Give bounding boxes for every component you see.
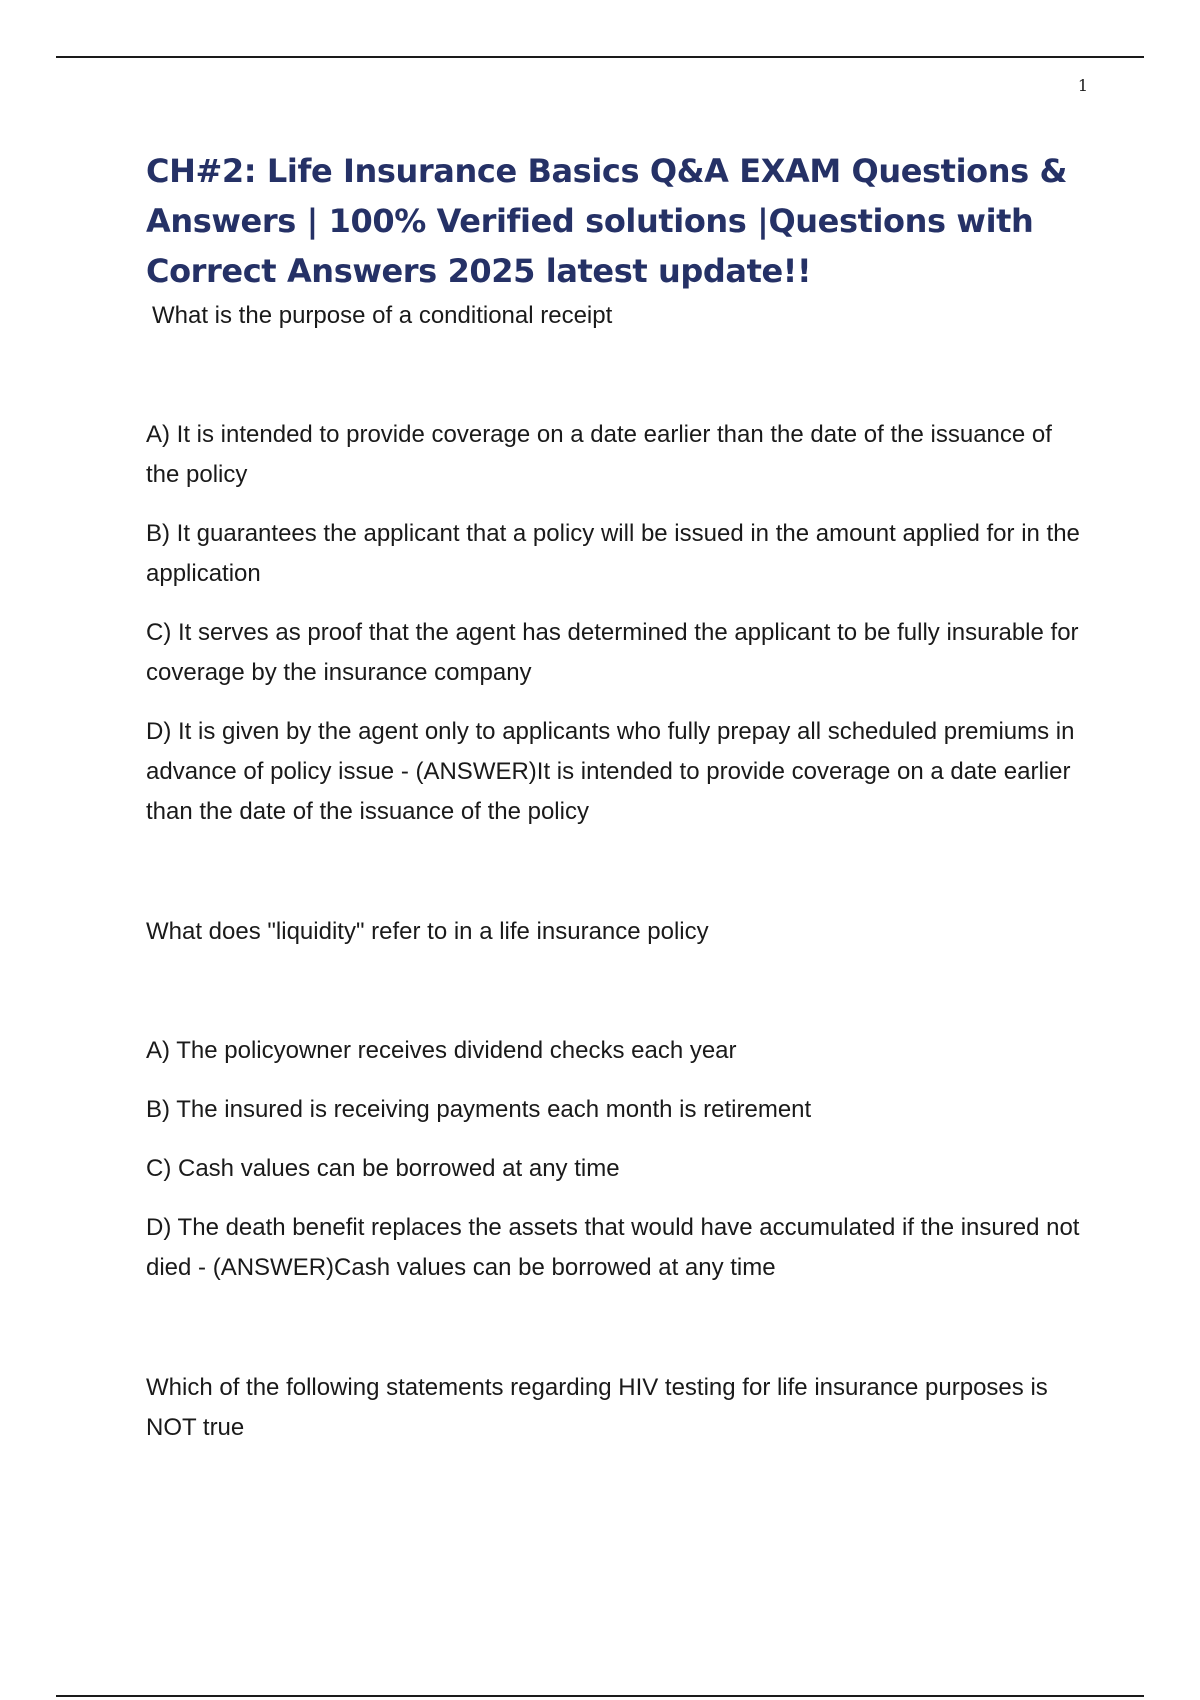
page-number: 1	[1077, 76, 1088, 95]
question-text: Which of the following statements regarding HIV testing for life insurance purposes is NOT true	[146, 1374, 1048, 1441]
header-rule	[56, 56, 1144, 58]
document-title: CH#2: Life Insurance Basics Q&A EXAM Questions & Answers | 100% Verified solutions |Questions with Correct Answers 2025 latest update!!	[146, 152, 1068, 290]
answer-option: B) The insured is receiving payments each month is retirement	[146, 1096, 812, 1123]
answer-option: A) The policyowner receives dividend checks each year	[146, 1037, 737, 1064]
question-text: What is the purpose of a conditional receipt	[152, 302, 613, 329]
answer-option: A) It is intended to provide coverage on a date earlier than the date of the issuance of the policy	[146, 421, 1052, 488]
answer-option: B) It guarantees the applicant that a policy will be issued in the amount applied for in the application	[146, 520, 1080, 587]
answer-option: C) Cash values can be borrowed at any time	[146, 1155, 620, 1182]
question-text: What does "liquidity" refer to in a life insurance policy	[146, 918, 709, 945]
answer-option: D) It is given by the agent only to applicants who fully prepay all scheduled premiums in advance of policy issue - (ANSWER)It is intended to provide coverage on a date earlier than the date of the issuance of the policy	[146, 718, 1075, 825]
answer-option: D) The death benefit replaces the assets that would have accumulated if the insured not died - (ANSWER)Cash values can be borrowed at any time	[146, 1214, 1080, 1281]
question-block	[146, 1368, 1086, 1448]
footer-rule	[56, 1695, 1144, 1697]
document-body	[146, 146, 1086, 1448]
question-block	[146, 912, 1086, 1288]
answer-option: C) It serves as proof that the agent has determined the applicant to be fully insurable for coverage by the insurance company	[146, 619, 1079, 686]
question-block	[146, 296, 1086, 832]
